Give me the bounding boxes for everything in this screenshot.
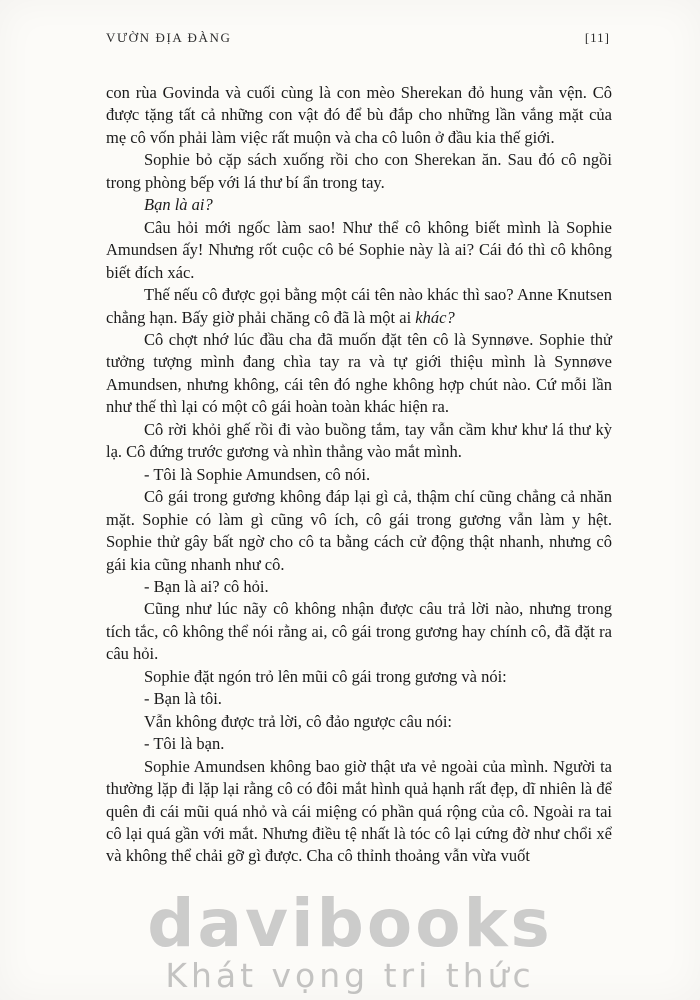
paragraph-text: Thế nếu cô được gọi bằng một cái tên nào khác thì sao? Anne Knutsen chẳng hạn. Bấy giờ phải chăng cô đã là một ai — [106, 285, 612, 327]
paragraph-text: Cô gái trong gương không đáp lại gì cả, thậm chí cũng chẳng cả nhăn mặt. Sophie có làm gì cũng vô ích, cô gái trong gương vẫn làm y hệt. Sophie thử gây bất ngờ cho cô ta bằng cách cử động thật nhanh, nhưng cô gái kia cũng nhanh như cô. — [106, 487, 612, 574]
paragraph — [106, 486, 612, 576]
paragraph-text: Câu hỏi mới ngốc làm sao! Như thể cô không biết mình là Sophie Amundsen ấy! Nhưng rốt cuộc cô bé Sophie này là ai? Cái đó thì cô không biết đích xác. — [106, 217, 612, 282]
page-header — [106, 30, 610, 46]
paragraph — [106, 688, 612, 710]
paragraph — [106, 329, 612, 419]
paragraph — [106, 666, 612, 688]
page-body — [106, 82, 612, 868]
paragraph — [106, 576, 612, 598]
paragraph-text: Cô rời khỏi ghế rồi đi vào buồng tắm, tay vẫn cầm khư khư lá thư kỳ lạ. Cô đứng trước gương và nhìn thẳng vào mắt mình. — [106, 419, 612, 462]
paragraph — [106, 733, 612, 755]
paragraph-text: Sophie bỏ cặp sách xuống rồi cho con Sherekan ăn. Sau đó cô ngồi trong phòng bếp với lá thư bí ẩn trong tay. — [106, 150, 612, 192]
page-number: [11] — [584, 30, 610, 45]
paragraph-text: con rùa Govinda và cuối cùng là con mèo Sherekan đỏ hung vằn vện. Cô được tặng tất cả những con vật đó để bù đắp cho những lần vắng mặt của mẹ cô vốn phải làm việc rất muộn và cha cô luôn ở đầu kia thế giới. — [106, 83, 612, 147]
paragraph-text: - Bạn là tôi. — [144, 689, 222, 709]
paragraph-text: - Tôi là Sophie Amundsen, cô nói. — [144, 464, 371, 484]
paragraph-text: - Tôi là bạn. — [144, 734, 225, 754]
paragraph — [106, 149, 612, 194]
paragraph — [106, 419, 612, 464]
paragraph-text: Cô chợt nhớ lúc đầu cha đã muốn đặt tên cô là Synnøve. Sophie thử tưởng tượng mình đang chìa tay ra và tự giới thiệu mình là Synnøve Amundsen, nhưng không, cái tên đó nghe không hợp chút nào. Cứ mỗi lần như thế thì lại có một cô gái hoàn toàn khác hiện ra. — [106, 329, 612, 417]
paragraph — [106, 598, 612, 665]
paragraph-text: Vẫn không được trả lời, cô đảo ngược câu nói: — [144, 711, 452, 731]
paragraph — [106, 756, 612, 868]
paragraph-text: Sophie Amundsen không bao giờ thật ưa vẻ ngoài của mình. Người ta thường lặp đi lặp lại rằng cô có đôi mắt hình quả hạnh rất đẹp, dĩ nhiên là để quên đi cái mũi quá nhỏ và cái miệng có phần quá rộng của cô. Ngoài ra tai cô lại quá gần với mắt. Nhưng điều tệ nhất là tóc cô lại cứng đờ như chổi xể và không thể chải gỡ gì được. Cha cô thỉnh thoảng vẫn vừa vuốt — [106, 756, 612, 866]
paragraph-text: - Bạn là ai? cô hỏi. — [144, 576, 269, 596]
watermark-logo: davibooks — [147, 884, 553, 962]
paragraph — [106, 194, 612, 216]
watermark-tagline: Khát vọng tri thức — [165, 955, 535, 995]
paragraph — [106, 711, 612, 733]
paragraph-text-italic: Bạn là ai? — [144, 195, 213, 215]
paragraph-text: Cũng như lúc nãy cô không nhận được câu trả lời nào, nhưng trong tích tắc, cô không thể nói rằng ai, cô gái trong gương hay chính cô, đã đặt ra câu hỏi. — [106, 599, 612, 664]
paragraph — [106, 464, 612, 486]
paragraph — [106, 217, 612, 284]
watermark — [0, 884, 700, 995]
running-title: VƯỜN ĐỊA ĐÀNG — [106, 30, 232, 45]
paragraph — [106, 82, 612, 149]
paragraph-text: Sophie đặt ngón trỏ lên mũi cô gái trong gương và nói: — [144, 666, 507, 686]
paragraph — [106, 284, 612, 329]
paragraph-text-italic: khác? — [415, 307, 455, 327]
